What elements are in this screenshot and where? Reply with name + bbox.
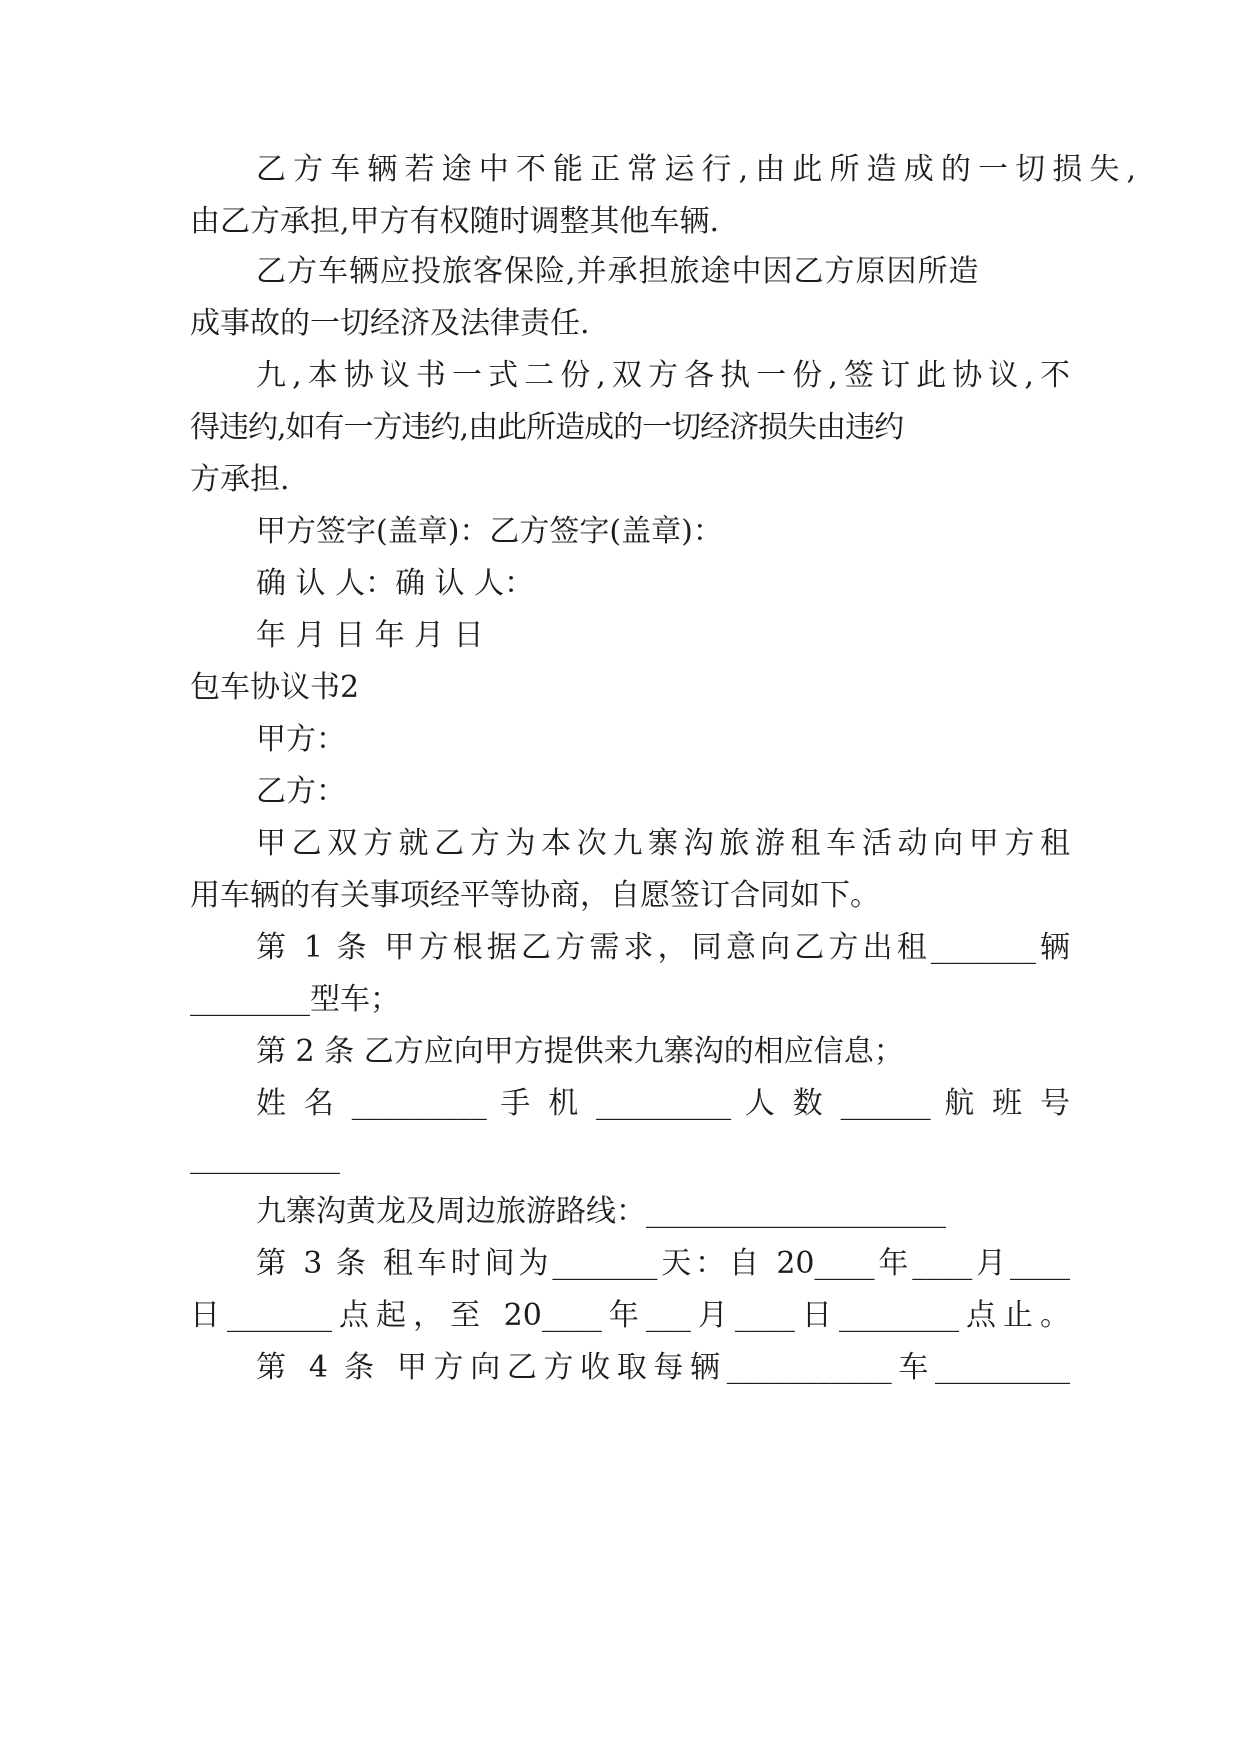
paragraph-line: 用车辆的有关事项经平等协商，自愿签订合同如下。: [190, 878, 880, 913]
signature-line: 甲方签字(盖章)：乙方签字(盖章)：: [256, 514, 723, 549]
clause-3-line: 第 3 条 租车时间为_______天：自 20____年____月____: [256, 1246, 1070, 1281]
clause-4-line: 第 4 条 甲方向乙方收取每辆___________车_________: [256, 1350, 1070, 1385]
clause-2-fields: 姓 名 _________ 手 机 _________ 人 数 ______ 航 班 号: [256, 1086, 1070, 1121]
party-b-line: 乙方：: [256, 774, 346, 809]
paragraph-line: 乙方车辆应投旅客保险,并承担旅途中因乙方原因所造: [256, 254, 980, 289]
party-a-line: 甲方：: [256, 722, 346, 757]
section-title: 包车协议书2: [190, 670, 360, 705]
clause-1-line: ________型车；: [190, 982, 400, 1017]
paragraph-line: 九,本协议书一式二份,双方各执一份,签订此协议,不: [256, 358, 1070, 393]
clause-2-line: 第 2 条 乙方应向甲方提供来九寨沟的相应信息；: [256, 1034, 904, 1069]
confirm-line: 确 认 人：确 认 人：: [256, 566, 535, 601]
paragraph-line: 成事故的一切经济及法律责任.: [190, 306, 590, 341]
clause-1-line: 第 1 条 甲方根据乙方需求，同意向乙方出租_______辆: [256, 930, 1070, 965]
paragraph-line: 得违约,如有一方违约,由此所造成的一切经济损失由违约: [190, 410, 904, 445]
clause-3-line: 日_______点起，至 20____年___月____日________点止。: [190, 1298, 1070, 1333]
paragraph-line: 方承担.: [190, 462, 290, 497]
clause-2-fields: __________: [190, 1140, 340, 1175]
paragraph-line: 由乙方承担,甲方有权随时调整其他车辆.: [190, 204, 720, 239]
date-line: 年 月 日 年 月 日: [256, 618, 484, 653]
paragraph-line: 乙方车辆若途中不能正常运行,由此所造成的一切损失,: [256, 152, 1136, 187]
paragraph-line: 甲乙双方就乙方为本次九寨沟旅游租车活动向甲方租: [256, 826, 1070, 861]
route-line: 九寨沟黄龙及周边旅游路线：____________________: [256, 1194, 946, 1229]
